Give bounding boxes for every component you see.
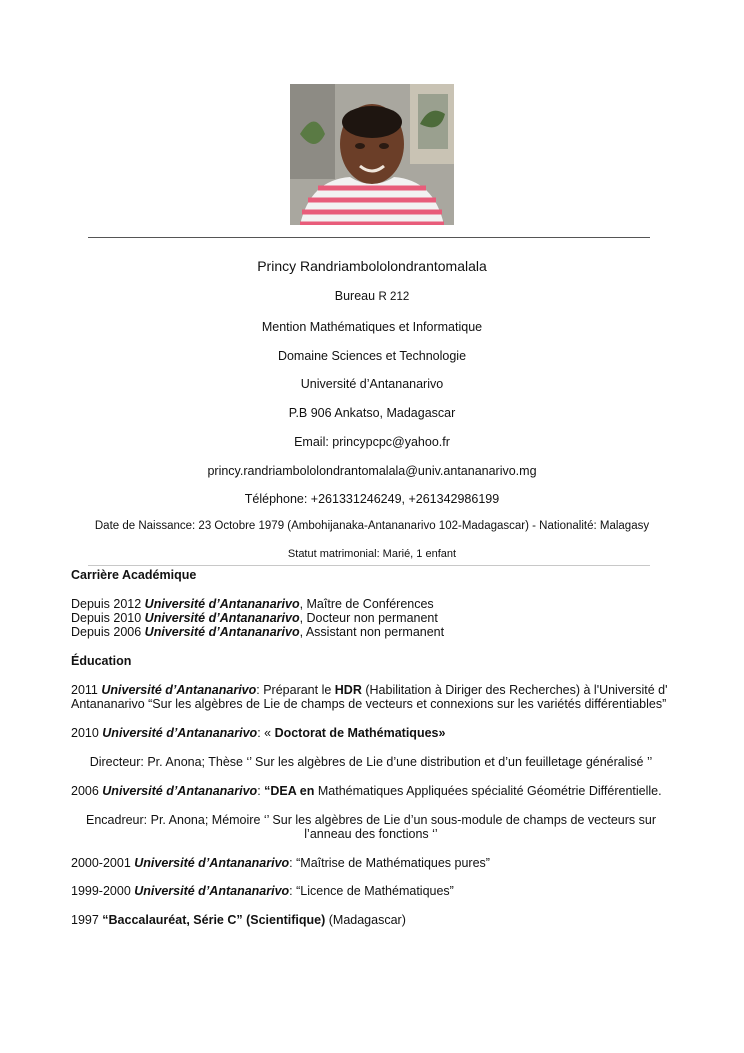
email-personal: Email: princypcpc@yahoo.fr <box>294 435 450 449</box>
education-hdr: 2011 Université d’Antananarivo: Préparant le HDR (Habilitation à Diriger des Recherches) à l'Université d' Antananarivo “Sur les algèbres de Lie de champs de vecteurs et connexions sur les variétés différentiables” <box>71 683 668 711</box>
header-divider-bottom <box>88 565 650 566</box>
dea-detail: Encadreur: Pr. Anona; Mémoire ‘’ Sur les algèbres de Lie d’un sous-module de champs de vecteurs sur l’anneau des fonctions ‘’ <box>86 813 656 841</box>
domain: Domaine Sciences et Technologie <box>277 349 467 363</box>
profile-photo <box>290 84 454 225</box>
university: Université d’Antananarivo <box>300 377 444 391</box>
header-divider <box>88 237 650 238</box>
office: Bureau R 212 <box>334 289 410 303</box>
person-name: Princy Randriambololondrantomalala <box>257 258 487 274</box>
education-heading: Éducation <box>71 654 132 668</box>
portrait-illustration <box>290 84 454 225</box>
career-item: Depuis 2006 Université d’Antananarivo, Assistant non permanent <box>71 625 445 639</box>
education-licence: 1999-2000 Université d’Antananarivo: “Licence de Mathématiques” <box>71 884 454 898</box>
department: Mention Mathématiques et Informatique <box>261 320 483 334</box>
career-item: Depuis 2010 Université d’Antananarivo, Docteur non permanent <box>71 611 438 625</box>
career-heading: Carrière Académique <box>71 568 197 582</box>
email-university: princy.randriambololondrantomalala@univ.antananarivo.mg <box>207 464 537 478</box>
career-item: Depuis 2012 Université d’Antananarivo, Maître de Conférences <box>71 597 434 611</box>
education-bac: 1997 “Baccalauréat, Série C” (Scientifique) (Madagascar) <box>71 913 406 927</box>
address: P.B 906 Ankatso, Madagascar <box>288 406 456 420</box>
birth-info: Date de Naissance: 23 Octobre 1979 (Ambohijanaka-Antananarivo 102-Madagascar) - Nationalité: Malagasy <box>94 520 650 532</box>
education-dea: 2006 Université d’Antananarivo: “DEA en Mathématiques Appliquées spécialité Géométrie Différentielle. <box>71 784 662 798</box>
marital-status: Statut matrimonial: Marié, 1 enfant <box>287 548 457 560</box>
education-maitrise: 2000-2001 Université d’Antananarivo: “Maîtrise de Mathématiques pures” <box>71 856 490 870</box>
education-doctorat: 2010 Université d’Antananarivo: « Doctorat de Mathématiques» <box>71 726 446 740</box>
phone: Téléphone: +261331246249, +261342986199 <box>244 492 500 506</box>
doctorat-detail: Directeur: Pr. Anona; Thèse ‘’ Sur les algèbres de Lie d’une distribution et d’un feuilletage généralisé ’’ <box>89 755 653 769</box>
